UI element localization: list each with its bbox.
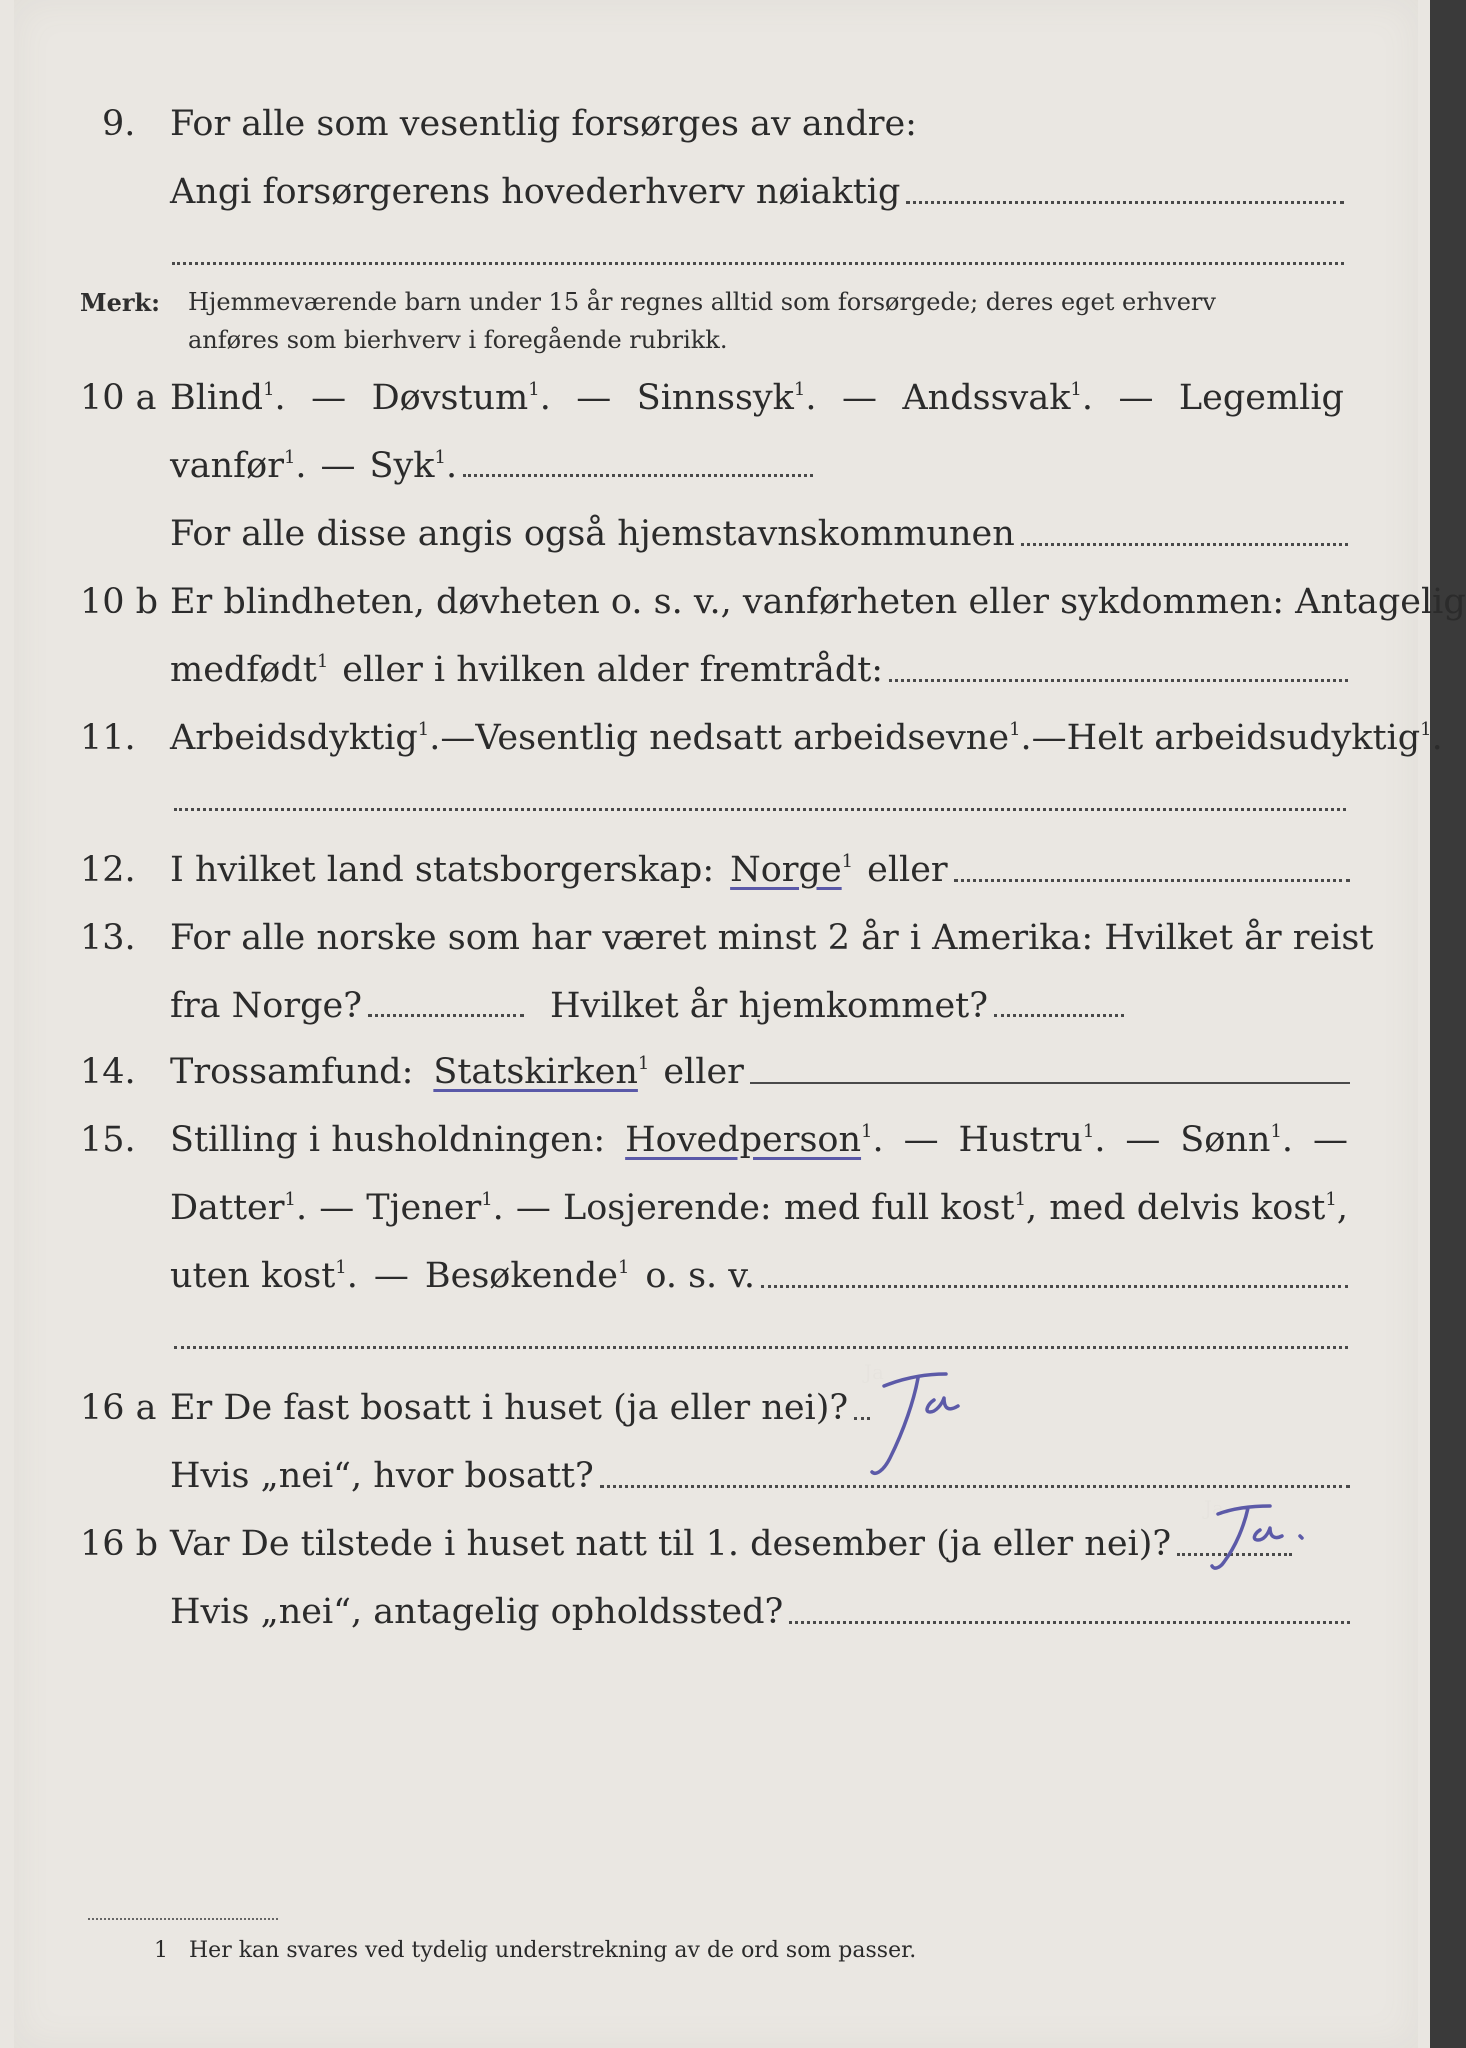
q16a-bosatt-field[interactable]	[600, 1485, 1350, 1488]
q12-number: 12.	[80, 850, 136, 890]
dash: —	[311, 378, 347, 418]
dash: —	[1031, 718, 1067, 758]
q10b-answer-field[interactable]	[889, 679, 1348, 682]
q15-line2	[170, 1188, 1348, 1228]
q13-line2	[170, 986, 1130, 1026]
q10a-option-andssvak[interactable]: Andssvak$^1$.	[902, 378, 1093, 418]
dash: —	[515, 1188, 551, 1228]
q10a-option-blind[interactable]: Blind$^1$.	[170, 378, 286, 418]
dash: —	[841, 378, 877, 418]
q15-option-datter[interactable]: Datter$^1$.	[170, 1188, 308, 1228]
q15-option-uten-kost[interactable]: uten kost$^1$.	[170, 1256, 358, 1296]
q13-part2-text: Hvilket år hjemkommet?	[550, 986, 989, 1026]
q10b-line2	[170, 650, 1348, 690]
dash: —	[373, 1256, 409, 1296]
q14-line1	[170, 1052, 1350, 1092]
q10a-answer-field[interactable]	[463, 474, 813, 477]
q16a-answer-text	[864, 1360, 884, 1384]
merk-line2-text: anføres som bierhverv i foregående rubrikk.	[188, 326, 728, 354]
q14-eller: eller	[663, 1052, 744, 1092]
q14-option-statskirken[interactable]: Statskirken$^1$	[433, 1052, 650, 1092]
q13-number: 13.	[80, 918, 136, 958]
q10a-hjemstavn-field[interactable]	[1021, 543, 1348, 546]
q11-answer-field[interactable]	[174, 808, 1346, 811]
merk-line1-text: Hjemmeværende barn under 15 år regnes alltid som forsørgede; deres eget erhverv	[188, 288, 1216, 316]
footnote-rule	[88, 1918, 278, 1920]
q9-line1-text: For alle som vesentlig forsørges av andre:	[170, 104, 917, 144]
q15-answer-field[interactable]	[761, 1285, 1348, 1288]
q15-option-tjener[interactable]: Tjener$^1$.	[366, 1188, 504, 1228]
q12-line1	[170, 850, 1350, 890]
q10a-option-syk[interactable]: Syk$^1$.	[369, 446, 458, 486]
q15-losjerende: Losjerende:	[562, 1188, 772, 1228]
q14-number: 14.	[80, 1052, 136, 1092]
q16b-line2-text: Hvis „nei“, antagelig opholdssted?	[170, 1592, 784, 1632]
q16a-line2-text: Hvis „nei“, hvor bosatt?	[170, 1456, 594, 1496]
q16b-handwritten-answer	[1204, 1496, 1324, 1580]
q11-line1	[170, 718, 1443, 758]
q13-line1-text: For alle norske som har været minst 2 år i Amerika: Hvilket år reist	[170, 918, 1374, 958]
merk-line1	[188, 288, 1348, 316]
q14-question: Trossamfund:	[170, 1052, 414, 1092]
q10b-line2-text: eller i hvilken alder fremtrådt:	[342, 650, 884, 690]
q10a-line2	[170, 446, 819, 486]
q16b-line1	[170, 1524, 1292, 1564]
dash: —	[1118, 378, 1154, 418]
q10a-option-vanfor[interactable]: vanfør$^1$.	[170, 446, 307, 486]
q10a-option-sinnssyk[interactable]: Sinnssyk$^1$.	[636, 378, 817, 418]
q12-option-norge[interactable]: Norge$^1$	[730, 850, 854, 890]
q10a-line1	[170, 378, 1344, 418]
q15-osv: o. s. v.	[645, 1256, 756, 1296]
q13-line1	[170, 918, 1374, 958]
q9-number: 9.	[102, 104, 136, 144]
q16a-line1	[170, 1388, 870, 1428]
merk-label	[80, 288, 160, 317]
q15-question: Stilling i husholdningen:	[170, 1120, 606, 1160]
dash: —	[1312, 1120, 1348, 1160]
q11-option-udyktig[interactable]: Helt arbeidsudyktig$^1$.	[1066, 718, 1443, 758]
dash: —	[320, 446, 356, 486]
dash: —	[319, 1188, 355, 1228]
q9-line1	[170, 104, 917, 144]
q10b-option-medfodt[interactable]: medfødt$^1$	[170, 650, 329, 690]
q14-answer-field[interactable]	[750, 1082, 1350, 1084]
q10a-line3	[170, 514, 1348, 554]
q13-hjemkommet-field[interactable]	[994, 1014, 1124, 1017]
q15-option-full-kost[interactable]: med full kost$^1$,	[783, 1188, 1038, 1228]
q9-line2	[170, 172, 1344, 212]
q9-line2-text: Angi forsørgerens hovederhverv nøiaktig	[170, 172, 901, 212]
q15-option-delvis-kost[interactable]: med delvis kost$^1$,	[1049, 1188, 1348, 1228]
q16a-line2	[170, 1456, 1350, 1496]
q10a-line3-text: For alle disse angis også hjemstavnskommunen	[170, 514, 1015, 554]
q12-answer-field[interactable]	[954, 879, 1350, 882]
dash: —	[440, 718, 476, 758]
q15-number: 15.	[80, 1120, 136, 1160]
q15-option-besokende[interactable]: Besøkende$^1$	[424, 1256, 630, 1296]
q10b-line1-text: Er blindheten, døvheten o. s. v., vanførheten eller sykdommen: Antagelig	[170, 582, 1466, 622]
merk-line2	[188, 326, 727, 354]
merk-label-text: Merk:	[80, 288, 160, 317]
q16b-number: 16 b	[80, 1524, 159, 1564]
dash: —	[903, 1120, 939, 1160]
q10a-number: 10 a	[80, 378, 157, 418]
q13-part1-text: fra Norge?	[170, 986, 362, 1026]
footnote-text: Her kan svares ved tydelig understrekning av de ord som passer.	[189, 1938, 917, 1963]
q16a-line1-text: Er De fast bosatt i huset (ja eller nei)?	[170, 1388, 849, 1428]
q16b-opholdssted-field[interactable]	[789, 1621, 1350, 1624]
q16b-answer-text	[1204, 1496, 1230, 1520]
q11-option-arbeidsdyktig[interactable]: Arbeidsdyktig$^1$.	[170, 718, 441, 758]
q10b-number: 10 b	[80, 582, 159, 622]
footnote-mark: 1	[154, 1938, 168, 1963]
census-form-page	[14, 0, 1466, 2048]
q12-question: I hvilket land statsborgerskap:	[170, 850, 715, 890]
dash: —	[576, 378, 612, 418]
q10b-line1	[170, 582, 1466, 622]
q13-reist-field[interactable]	[368, 1014, 524, 1017]
q16b-line2	[170, 1592, 1350, 1632]
q9-answer-field[interactable]	[906, 201, 1344, 204]
q9-answer-field-line2[interactable]	[172, 262, 1344, 265]
q15-line1	[170, 1120, 1348, 1160]
dash: —	[1125, 1120, 1161, 1160]
footnote	[154, 1938, 916, 1963]
q15-line3	[170, 1256, 1348, 1296]
q11-number: 11.	[80, 718, 136, 758]
q10a-option-dovstum[interactable]: Døvstum$^1$.	[371, 378, 551, 418]
q15-option-hustru[interactable]: Hustru$^1$.	[958, 1120, 1106, 1160]
q10a-option-legemlig[interactable]: Legemlig	[1178, 378, 1344, 418]
q15-option-hovedperson[interactable]: Hovedperson$^1$.	[625, 1120, 884, 1160]
q15-answer-field-line2[interactable]	[174, 1346, 1348, 1349]
q11-option-nedsatt[interactable]: Vesentlig nedsatt arbeidsevne$^1$.	[475, 718, 1032, 758]
q12-eller: eller	[867, 850, 948, 890]
q16b-line1-text: Var De tilstede i huset natt til 1. desember (ja eller nei)?	[170, 1524, 1172, 1564]
q16a-number: 16 a	[80, 1388, 157, 1428]
q15-option-sonn[interactable]: Sønn$^1$.	[1180, 1120, 1294, 1160]
